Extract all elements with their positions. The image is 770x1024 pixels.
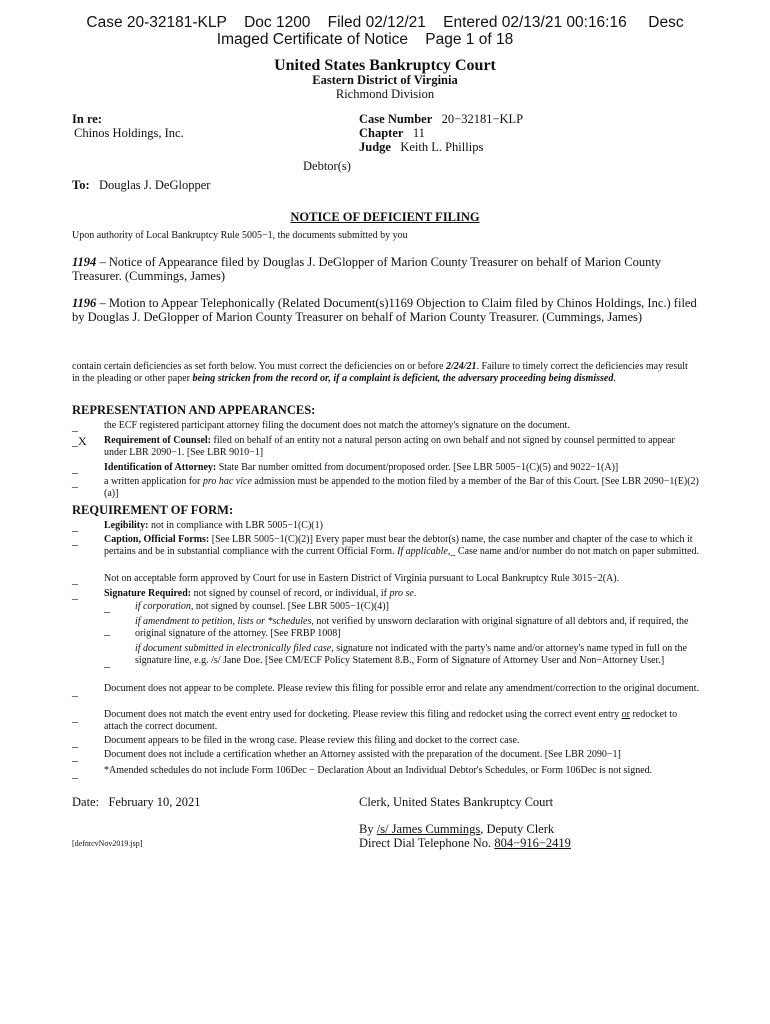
filing-stamp-line2 [0,31,750,48]
checkbox-mark: _ [72,766,78,780]
sig-sub-electronic [135,643,700,666]
deficiency-end: . [613,372,616,384]
checkbox-mark: _ [72,684,78,698]
debtor-name: Chinos Holdings, Inc. [74,126,184,140]
phone-number[interactable]: 804−916−2419 [494,836,571,850]
doc-1196-number: 1196 [72,296,97,310]
rep-item-phv-a: a written application for [104,476,203,487]
doc-1194-text: – Notice of Appearance filed by Douglas J. DeGlopper of Marion County Treasurer on behalf of Marion County Treasurer. (Cummings, James) [72,255,662,283]
by-label: By [359,822,377,836]
form-item-caption [104,534,700,557]
sig-sub-amendment-text: not verified by unsworn declaration with original signature of all debtors and, if required, the original signature of the attorney. [See FRBP 1008] [135,616,689,639]
sig-sub-amendment-italic: if amendment to petition, lists or *schedules, [135,616,314,627]
form-item-incomplete: Document does not appear to be complete. Please review this filing for possible error and relate any amendment/correction to the original document. [104,683,700,694]
signature-text: not signed by counsel of record, or individual, if [191,588,390,599]
caption-mark: _ [450,545,456,557]
event-mismatch-or: or [621,709,630,720]
date-row [72,795,200,810]
representation-heading: REPRESENTATION AND APPEARANCES: [72,403,316,417]
event-mismatch-b: redocket to attach the correct document. [104,709,678,732]
form-item-no-certification: Document does not include a certification whether an Attorney assisted with the preparation of the document. [See LBR 2090−1] [104,749,621,760]
chapter-label: Chapter [359,126,404,140]
legibility-label: Legibility: [104,520,149,531]
rep-item-phv-italic: pro hac vice [202,476,252,487]
form-item-wrong-case: Document appears to be filed in the wrong case. Please review this filing and docket to the correct case. [104,735,520,746]
rep-item-counsel-text: filed on behalf of an entity not a natural person acting on own behalf and not signed by counsel permitted to appear under LBR 2090−1. [See LBR 9010−1] [104,435,675,458]
case-number-row [359,112,523,127]
checkbox-mark: _ [72,572,78,586]
to-name: Douglas J. DeGlopper [98,178,211,192]
court-division: Richmond Division [335,87,435,101]
form-item-amended-schedules: *Amended schedules do not include Form 106Dec − Declaration About an Individual Debtor's Schedules, or Form 106Dec is not signed. [104,765,653,776]
deficiency-date: 2/24/21 [445,361,477,372]
stamp-desc: Desc [648,14,684,31]
stamp-certificate: Imaged Certificate of Notice [216,31,409,48]
rep-item-identification-label: Identification of Attorney: [104,462,217,473]
checkbox-mark: _ [72,749,78,763]
rep-item-ecf: the ECF registered participant attorney filing the document does not match the attorney's signature on the document. [104,420,570,431]
case-number-label: Case Number [359,112,433,126]
stamp-filed: Filed 02/12/21 [327,14,426,31]
clerk-signature: /s/ James Cummings [376,822,481,836]
checkbox-mark-checked: _X [72,434,87,448]
caption-if-applicable: If applicable, [397,545,451,557]
rep-item-identification-text: State Bar number omitted from document/proposed order. [See LBR 5005−1(C)(5) and 9022−1(A)] [216,462,619,473]
sig-sub-amendment [135,616,700,639]
checkbox-mark: _ [72,419,78,433]
court-name: United States Bankruptcy Court [274,57,496,74]
to-row [72,178,210,193]
stamp-case: Case 20-32181-KLP [86,14,227,31]
checkbox-mark: _ [104,623,110,637]
debtors-label: Debtor(s) [303,159,351,173]
stamp-doc: Doc 1200 [244,14,311,31]
signature-end: . [413,588,417,599]
rep-item-pro-hac-vice [104,476,700,499]
clerk-role: , Deputy Clerk [480,822,555,836]
in-re-label: In re: [72,112,102,126]
sig-sub-corporation-text: not signed by counsel. [See LBR 5005−1(C)(4)] [193,601,389,612]
signature-pro-se: pro se [389,588,414,599]
document-1196 [72,296,700,324]
checkbox-mark: _ [104,600,110,614]
filing-stamp-line1 [0,14,770,31]
doc-1194-number: 1194 [72,255,97,269]
deficiency-text-a: contain certain deficiencies as set forth below. You must correct the deficiencies on or before [72,361,446,372]
checkbox-mark: _ [72,475,78,489]
sig-sub-electronic-italic: if document submitted in electronically filed case, [135,643,334,654]
stamp-entered: Entered 02/13/21 00:16:16 [443,14,627,31]
deficiency-text-b: . Failure to timely correct the deficiencies may result in the pleading or other paper [72,361,688,384]
form-heading: REQUIREMENT OF FORM: [72,503,234,517]
legibility-text: not in compliance with LBR 5005−1(C)(1) [148,520,323,531]
checkbox-mark: _ [72,710,78,724]
form-item-signature [104,588,700,600]
deficiency-notice [72,361,692,384]
phone-row [359,836,571,851]
case-number-value: 20−32181−KLP [441,112,524,126]
deficiency-consequence: being stricken from the record or, if a complaint is deficient, the adversary proceeding being dismissed [192,372,614,384]
sig-sub-corporation-italic: if corporation, [135,601,194,612]
rep-item-counsel-label: Requirement of Counsel: [104,435,212,446]
deputy-clerk-row [359,822,554,837]
rep-item-counsel [104,435,700,458]
sig-sub-corporation [135,601,700,613]
caption-text-2: Case name and/or number do not match on paper submitted. [455,545,699,557]
checkbox-mark: _ [72,533,78,547]
checkbox-mark: _ [72,587,78,601]
chapter-value: 11 [412,126,425,140]
stamp-page: Page 1 of 18 [425,31,514,48]
judge-value: Keith L. Phillips [400,140,484,154]
authority-text: Upon authority of Local Bankruptcy Rule 5005−1, the documents submitted by you [72,230,408,241]
checkbox-mark: _ [104,655,110,669]
checkbox-mark: _ [72,519,78,533]
judge-row [359,140,483,155]
caption-label: Caption, Official Forms: [104,534,210,545]
caption-text: [See LBR 5005−1(C)(2)] Every paper must bear the debtor(s) name, the case number and chapter of the case to which it pertains and be in substantial compliance with the current Official Form. [104,534,693,557]
notice-title: NOTICE OF DEFICIENT FILING [290,210,480,224]
checkbox-mark: _ [72,461,78,475]
checkbox-mark: _ [72,735,78,749]
to-label: To: [72,178,90,192]
date-label: Date: [72,795,100,809]
event-mismatch-a: Document does not match the event entry used for docketing. Please review this filing and redocket using the correct event entry [104,709,622,720]
date-value: February 10, 2021 [108,795,201,809]
signature-label: Signature Required: [104,588,192,599]
sig-sub-electronic-text: signature not indicated with the party's name and/or attorney's name typed in full on the signature line, e.g. /s/ Jane Doe. [See CM/ECF Policy Statement 8.B., Form of Signature of Attorney User and Non−Attorney User.] [135,643,687,666]
form-item-event-mismatch [104,709,700,732]
form-item-legibility [104,520,700,532]
phone-label: Direct Dial Telephone No. [359,836,495,850]
form-id: [defntcvNov2019.jsp] [72,839,143,848]
clerk-title: Clerk, United States Bankruptcy Court [359,795,554,809]
chapter-row [359,126,425,141]
court-district: Eastern District of Virginia [312,73,458,87]
rep-item-identification [104,462,700,474]
doc-1196-text: – Motion to Appear Telephonically (Related Document(s)1169 Objection to Claim filed by Chinos Holdings, Inc.) filed by Douglas J. DeGlopper of Marion County Treasurer on behalf of Marion County Treasurer. (Cummings, James) [72,296,697,324]
document-1194 [72,255,692,283]
judge-label: Judge [359,140,391,154]
form-item-not-acceptable: Not on acceptable form approved by Court for use in Eastern District of Virginia pursuant to Local Bankruptcy Rule 3015−2(A). [104,573,620,584]
rep-item-phv-b: admission must be appended to the motion filed by a member of the Bar of this Court. [See LBR 2090−1(E)(2)(a)] [104,476,699,499]
